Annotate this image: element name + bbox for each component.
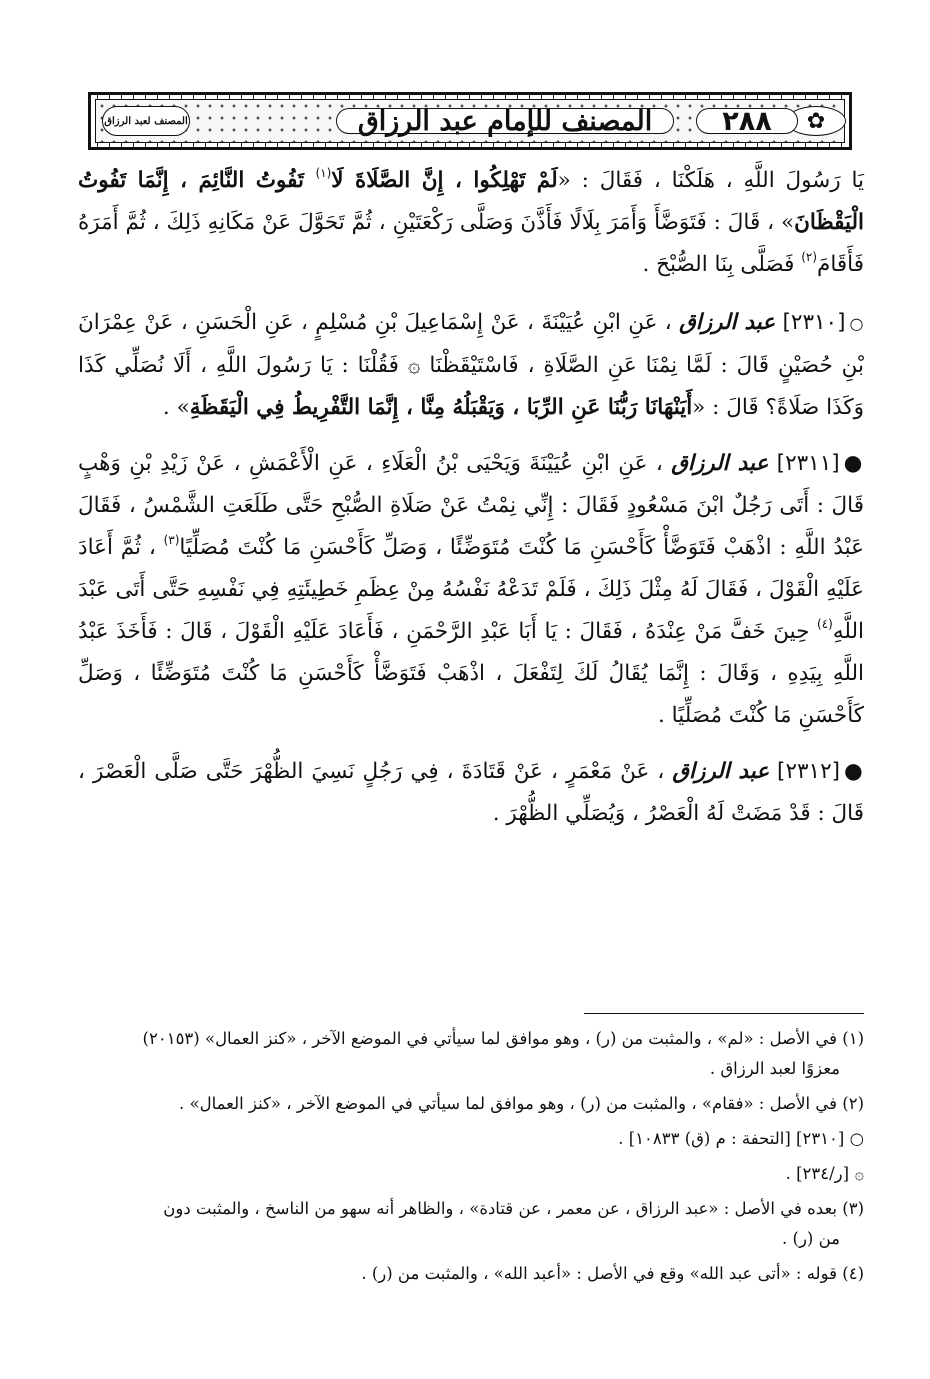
narrator-name: عبد الرزاق xyxy=(671,451,769,476)
narrator-name: عبد الرزاق xyxy=(672,759,770,784)
footnote-ref: (٢) xyxy=(801,250,818,264)
text-segment: ، عَنِ ابْنِ عُيَيْنَةَ وَيَحْيَى بْنُ الْعَلَاءِ ، عَنِ الْأَعْمَشِ ، عَنْ زَيْدِ بْنِ وَهْبٍ قَالَ : أَتَى رَجُلٌ ابْنَ مَسْعُودٍ فَقَالَ : إِنِّي نِمْتُ عَنْ صَلَاةِ الصُّبْحِ حَتَّى طَلَعَتِ الشَّمْسُ ، فَقَالَ عَبْدُ اللَّهِ : اذْهَبْ فَتَوَضَّأْ كَأَحْسَنِ مَا كُنْتَ مُتَوَضِّئًا ، وَصَلِّ كَأَحْسَنِ مَا كُنْتَ مُصَلِّيًا xyxy=(78,451,864,560)
footnote xyxy=(78,1124,864,1154)
header-title-frame xyxy=(336,105,674,137)
prophet-speech: أَيَنْهَانَا رَبُّنَا عَنِ الرِّبَا ، وَيَقْبَلُهُ مِنَّا ، إِنَّمَا التَّفْرِيطُ فِي الْيَقَظَةِ xyxy=(189,395,693,420)
hadith-marker: ● xyxy=(843,451,865,476)
footnote-text: ۞ [ر/٢٣٤] . xyxy=(785,1164,864,1183)
footnote xyxy=(78,1194,864,1254)
ornament-label: المصنف لعبد الرزاق xyxy=(104,115,188,127)
hadith-paragraph xyxy=(78,443,864,737)
text-segment: » . xyxy=(162,395,190,420)
header-ornament-left xyxy=(102,106,190,136)
hadith-paragraph xyxy=(78,751,864,835)
hadith-number: [٢٣١٢] xyxy=(769,759,841,784)
hadith-marker: ● xyxy=(844,759,864,784)
page-number-frame xyxy=(696,105,798,137)
text-segment: حِينَ خَفَّ مَنْ عِنْدَهُ ، فَقَالَ : يَا أَبَا عَبْدِ الرَّحْمَنِ ، فَأَعَادَ عَلَيْهِ الْقَوْلَ ، قَالَ : فَأَخَذَ عَبْدُ اللَّهِ بِيَدِهِ ، وَقَالَ : إِنَّمَا يُقَالُ لَكَ لِتَفْعَلَ ، اذْهَبْ فَتَوَضَّأْ كَأَحْسَنِ مَا كُنْتَ مُتَوَضِّئًا ، وَصَلِّ كَأَحْسَنِ مَا كُنْتَ مُصَلِّيًا . xyxy=(78,619,864,728)
footnote-ref: (١) xyxy=(315,166,332,180)
text-segment: فَصَلَّى بِنَا الصُّبْحَ . xyxy=(642,252,802,277)
main-text xyxy=(78,160,864,849)
footnote-continuation: من (ر) . xyxy=(782,1229,840,1248)
page-number: ٢٨٨ xyxy=(722,105,772,137)
header-decorative-band xyxy=(95,99,845,143)
footnote-text: (٤) قوله : «أتى عبد الله» وقع في الأصل : «أعبد الله» ، والمثبت من (ر) . xyxy=(361,1264,864,1283)
footnote-text: ○ [٢٣١٠] [التحفة : م (ق) ١٠٨٣٣] . xyxy=(618,1129,864,1148)
hadith-number: [٢٣١٠] xyxy=(775,310,846,335)
prophet-speech: تَفُوتُ النَّائِمَ ، إِنَّمَا تَفُوتُ الْيَقْظَانَ xyxy=(78,168,864,235)
hadith-marker: ○ xyxy=(849,314,864,333)
hadith-paragraph xyxy=(78,160,864,286)
prophet-speech: لَمْ تَهْلِكُوا ، إِنَّ الصَّلَاةَ لَا xyxy=(331,168,558,193)
footnote xyxy=(78,1089,864,1119)
footnote xyxy=(78,1024,864,1084)
text-segment: ، ثُمَّ أَعَادَ عَلَيْهِ الْقَوْلَ ، فَقَالَ لَهُ مِثْلَ ذَلِكَ ، فَلَمْ تَدَعْهُ نَفْسُهُ مِنْ عِظَمِ خَطِيئَتِهِ فِي نَفْسِهِ حَتَّى أَتَى عَبْدَ اللَّهِ xyxy=(78,535,864,644)
footnote-text: (٣) بعده في الأصل : «عبد الرزاق ، عن معمر ، عن قتادة» ، والظاهر أنه سهو من الناسخ ، والمثبت دون xyxy=(163,1199,864,1218)
footnote-text: (٢) في الأصل : «فقام» ، والمثبت من (ر) ، وهو موافق لما سيأتي في الموضع الآخر ، «كنز العمال» . xyxy=(179,1094,864,1113)
footnote-separator xyxy=(584,1013,864,1014)
text-segment: ، عَنِ ابْنِ عُيَيْنَةَ ، عَنْ إِسْمَاعِيلَ بْنِ مُسْلِمٍ ، عَنِ الْحَسَنِ ، عَنْ عِمْرَانَ بْنِ حُصَيْنٍ قَالَ : لَمَّا نِمْنَا عَنِ الصَّلَاةِ ، فَاسْتَيْقَظْنَا ۞ فَقُلْنَا : يَا رَسُولَ اللَّهِ ، أَلَا نُصَلِّي كَذَا وَكَذَا صَلَاةً؟ قَالَ : « xyxy=(78,310,864,420)
hadith-number: [٢٣١١] xyxy=(768,451,840,476)
footnote-text: (١) في الأصل : «لم» ، والمثبت من (ر) ، وهو موافق لما سيأتي في الموضع الآخر ، «كنز العمال» (٢٠١٥٣) xyxy=(142,1029,864,1048)
footnotes-section xyxy=(78,1024,864,1294)
page-header xyxy=(88,92,852,150)
flower-icon: ✿ xyxy=(806,108,826,134)
text-segment: يَا رَسُولَ اللَّهِ ، هَلَكْنَا ، فَقَالَ : « xyxy=(557,168,864,193)
footnote-ref: (٤) xyxy=(817,617,833,631)
text-segment: ، عَنْ مَعْمَرٍ ، عَنْ قَتَادَةَ ، فِي رَجُلٍ نَسِيَ الظُّهْرَ حَتَّى صَلَّى الْعَصْرَ ، قَالَ : قَدْ مَضَتْ لَهُ الْعَصْرُ ، وَيُصَلِّي الظُّهْرَ . xyxy=(78,759,864,826)
text-segment: » ، قَالَ : فَتَوَضَّأَ وَأَمَرَ بِلَالًا فَأَذَّنَ وَصَلَّى رَكْعَتَيْنِ ، ثُمَّ تَحَوَّلَ عَنْ مَكَانِهِ ذَلِكَ ، ثُمَّ أَمَرَهُ فَأَقَامَ xyxy=(78,210,864,277)
footnote-continuation: معزوًا لعبد الرزاق . xyxy=(709,1059,840,1078)
footnote xyxy=(78,1159,864,1189)
footnote xyxy=(78,1259,864,1289)
book-title: المصنف للإمام عبد الرزاق xyxy=(357,105,653,137)
hadith-paragraph xyxy=(78,302,864,429)
footnote-ref: (٣) xyxy=(163,533,180,547)
narrator-name: عبد الرزاق xyxy=(679,310,776,335)
